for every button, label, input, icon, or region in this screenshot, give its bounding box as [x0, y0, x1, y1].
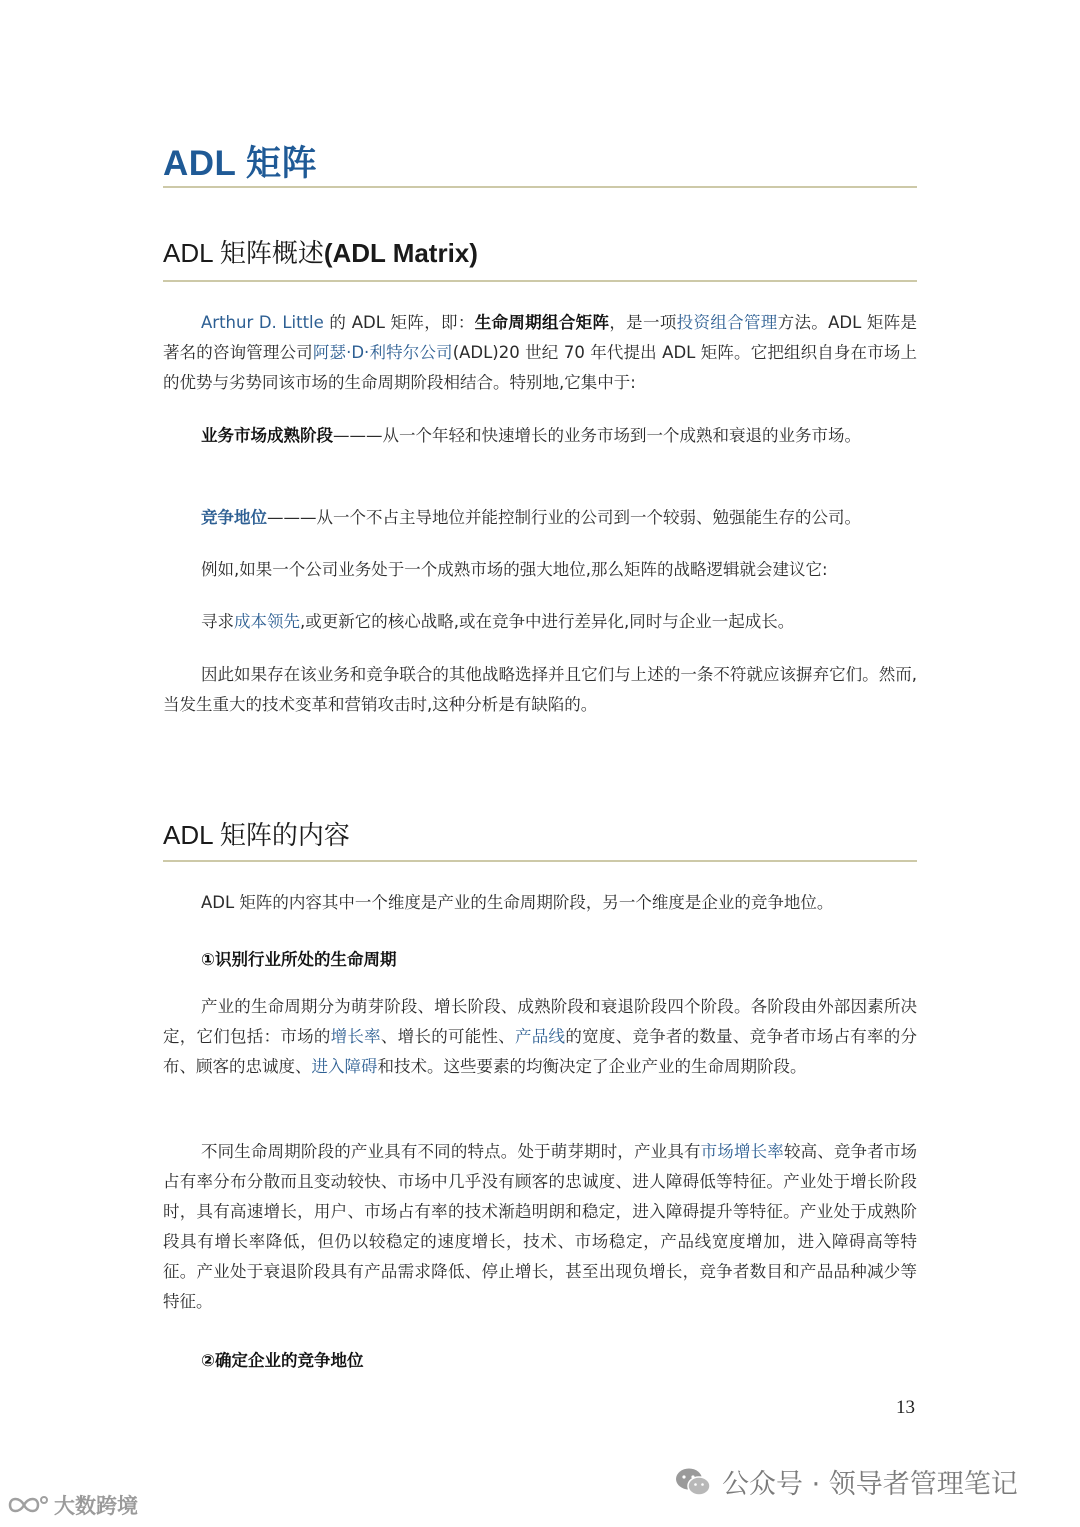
paragraph-lifecycle-characteristics [163, 1137, 917, 1317]
text-span: 产业的生命周期分为萌芽阶段、增长阶段、成熟阶段和衰退阶段四个阶段。各阶段由外部因素所决定，它们包括：市场的 [163, 997, 917, 1046]
paragraph-conclusion: 因此如果存在该业务和竞争联合的其他战略选择并且它们与上述的一条不符就应该摒弃它们。然而,当发生重大的技术变革和营销攻击时,这种分析是有缺陷的。 [163, 665, 917, 714]
wechat-watermark [674, 1462, 1018, 1501]
paragraph-example: 例如,如果一个公司业务处于一个成熟市场的强大地位,那么矩阵的战略逻辑就会建议它: [201, 560, 828, 579]
paragraph-strategy [163, 607, 917, 637]
paragraph-lifecycle-stages [163, 992, 917, 1082]
link-entry-barrier[interactable]: 进入障碍 [311, 1057, 378, 1076]
text-span: 、增长的可能性、 [380, 1027, 516, 1046]
paragraph-market-maturity [163, 421, 917, 451]
text-span: 方法。ADL 矩阵是著名的咨询管理公司 [163, 313, 918, 362]
text-span: (ADL)20 世纪 70 年代提出 ADL 矩阵。它把组织自身在市场上的优势与劣势同该市场的生命周期阶段相结合。特别地,它集中于: [163, 343, 917, 392]
stamp-logo-icon [6, 1492, 50, 1518]
link-cost-leadership[interactable]: 成本领先 [234, 612, 300, 631]
subhead-lifecycle: ①识别行业所处的生命周期 [201, 950, 397, 969]
subhead-competitive-position: ②确定企业的竞争地位 [201, 1351, 364, 1370]
stamp-text: 大数跨境 [54, 1494, 138, 1518]
link-adl-company[interactable]: 阿瑟·D·利特尔公司 [312, 343, 453, 362]
link-arthur-d-little[interactable]: Arthur D. Little [201, 313, 324, 332]
paragraph-dimensions: ADL 矩阵的内容其中一个维度是产业的生命周期阶段，另一个维度是企业的竞争地位。 [201, 893, 834, 912]
text-span: 不同生命周期阶段的产业具有不同的特点。处于萌芽期时，产业具有 [201, 1142, 701, 1161]
link-growth-rate[interactable]: 增长率 [330, 1027, 381, 1046]
paragraph-competitive-position [163, 503, 917, 533]
wechat-icon [674, 1466, 712, 1498]
bold-term: 业务市场成熟阶段 [201, 426, 333, 445]
link-market-growth-rate[interactable]: 市场增长率 [700, 1142, 784, 1161]
section-rule [163, 280, 917, 282]
bold-term: 生命周期组合矩阵 [474, 313, 610, 332]
section-title-overview [163, 233, 478, 270]
link-competitive-position[interactable]: 竞争地位 [201, 508, 267, 527]
link-product-line[interactable]: 产品线 [515, 1027, 566, 1046]
text-span: ———从一个年轻和快速增长的业务市场到一个成熟和衰退的业务市场。 [333, 426, 861, 445]
link-portfolio-management[interactable]: 投资组合管理 [676, 313, 778, 332]
text-span: ,或更新它的核心战略,或在竞争中进行差异化,同时与企业一起成长。 [300, 612, 795, 631]
title-rule [163, 186, 917, 188]
text-span: ，是一项 [609, 313, 677, 332]
section-title-en: (ADL Matrix) [323, 238, 478, 268]
text-span: 寻求 [201, 612, 234, 631]
text-span: 的宽度、竞争者的数量、竞争者市场占有率的分布、顾客的忠诚度、 [163, 1027, 918, 1076]
section-title-cjk: ADL 矩阵概述 [163, 238, 324, 268]
section-rule [163, 860, 917, 862]
text-span: 和技术。这些要素的均衡决定了企业产业的生命周期阶段。 [377, 1057, 807, 1076]
page-title: ADL 矩阵 [163, 144, 318, 183]
text-span: 较高、竞争者市场占有率分布分散而且变动较快、市场中几乎没有顾客的忠诚度、进人障碍低等特征。产业处于增长阶段时，具有高速增长，用户、市场占有率的技术渐趋明朗和稳定，进入障碍提升等特征。产业处于成熟阶段具有增长率降低，但仍以较稳定的速度增长，技术、市场稳定，产品线宽度增加，进入障碍高等特征。产业处于衰退阶段具有产品需求降低、停止增长，甚至出现负增长，竞争者数目和产品品种减少等特征。 [163, 1142, 918, 1311]
text-span: ———从一个不占主导地位并能控制行业的公司到一个较弱、勉强能生存的公司。 [267, 508, 861, 527]
text-span: 的 ADL 矩阵，即： [323, 313, 475, 332]
page-number: 13 [896, 1397, 915, 1418]
paragraph-intro [163, 308, 917, 398]
corner-stamp [6, 1490, 138, 1520]
section-title-content: ADL 矩阵的内容 [163, 820, 350, 850]
watermark-text: 公众号 · 领导者管理笔记 [722, 1469, 1018, 1500]
